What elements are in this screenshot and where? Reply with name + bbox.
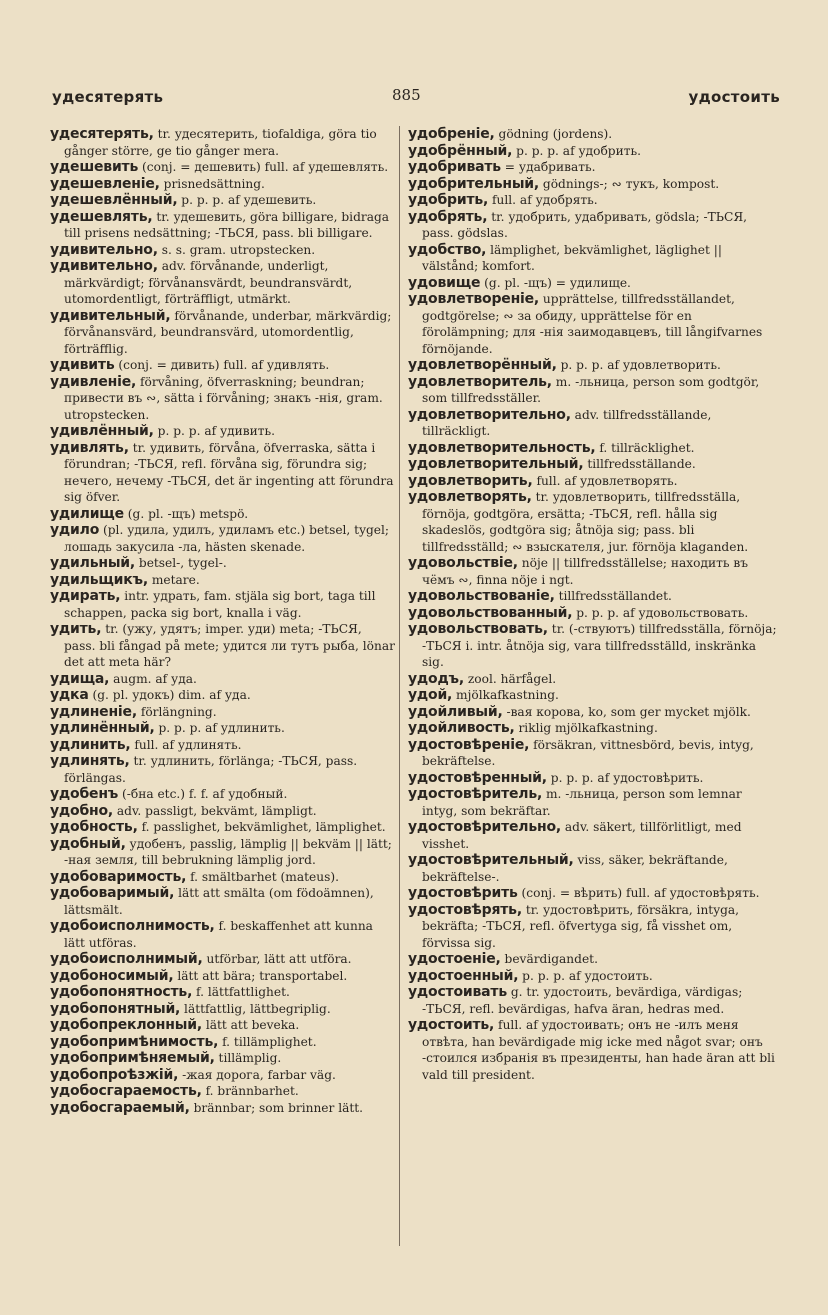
entry-definition: lätt att bära; transportabel. bbox=[173, 968, 348, 983]
entry-definition: (conj. = вѣрить) full. af удостовѣрять. bbox=[517, 886, 760, 900]
entry-definition: adv. passligt, bekvämt, lämpligt. bbox=[113, 803, 317, 818]
entry-definition: nöje || tillfredsställelse; находить въ чёмъ ∾, finna nöje i ngt. bbox=[422, 556, 748, 587]
entry-definition: mjölkafkastning. bbox=[452, 688, 559, 702]
entry-definition: lämplighet, bekvämlighet, läglighet || välstånd; komfort. bbox=[422, 242, 722, 273]
dictionary-entry bbox=[50, 506, 396, 523]
entry-definition: tr. удивить, förvåna, öfverraska, sätta i förundran; -ТЬСЯ, refl. förvåna sig, förundra sig; нечего, нечему -ТЬСЯ, det är ingenting att förundra sig öfver. bbox=[64, 440, 394, 504]
entry-definition: tr. удлинить, förlänga; -ТЬСЯ, pass. förlängas. bbox=[64, 754, 358, 785]
entry-definition: f. smältbarhet (mateus). bbox=[186, 869, 339, 884]
entry-definition: tr. удешевить, göra billigare, bidraga till prisens nedsättning; -ТЬСЯ, pass. bli billigare. bbox=[64, 209, 390, 240]
entry-definition: -жая дорога, farbar väg. bbox=[178, 1067, 336, 1082]
entry-definition: intr. удрать, fam. stjäla sig bort, taga till schappen, packa sig bort, knalla i väg. bbox=[64, 589, 376, 620]
entry-definition: riklig mjölkafkastning. bbox=[514, 721, 658, 735]
entry-definition: p. p. p. af удлинить. bbox=[154, 721, 285, 735]
dictionary-entry bbox=[408, 885, 780, 902]
entry-headword: удостовѣреніе, bbox=[408, 736, 530, 753]
dictionary-entry bbox=[408, 374, 780, 407]
entry-definition: lättfattlig, lättbegriplig. bbox=[180, 1001, 331, 1016]
entry-definition: metare. bbox=[147, 572, 200, 587]
dictionary-entry bbox=[408, 275, 780, 292]
dictionary-entry bbox=[50, 258, 396, 308]
dictionary-entry bbox=[50, 1034, 396, 1051]
dictionary-entry bbox=[50, 753, 396, 786]
entry-definition: viss, säker, bekräftande, bekräftelse-. bbox=[422, 853, 728, 884]
dictionary-entry bbox=[50, 1067, 396, 1084]
entry-definition: bevärdigandet. bbox=[500, 952, 598, 966]
entry-headword: удобопримѣнимость, bbox=[50, 1033, 219, 1050]
dictionary-entry bbox=[50, 687, 396, 704]
entry-definition: full. af удлинять. bbox=[130, 737, 242, 752]
entry-definition: m. -льница, person som lemnar intyg, som bekräftar. bbox=[422, 787, 742, 818]
entry-definition: full. af удобрять. bbox=[488, 193, 598, 207]
dictionary-entry bbox=[408, 489, 780, 555]
dictionary-entry bbox=[408, 720, 780, 737]
entry-headword: удостовѣрить bbox=[408, 885, 518, 901]
entry-definition: adv. förvånande, underligt, märkvärdigt; förvånansvärdt, beundransvärdt, utomordentligt, förträffligt, utmärkt. bbox=[64, 259, 353, 306]
entry-definition: p. p. p. af удостоить. bbox=[518, 968, 653, 983]
dictionary-entry bbox=[408, 588, 780, 605]
entry-headword: удильный, bbox=[50, 555, 136, 571]
dictionary-entry bbox=[408, 456, 780, 473]
entry-definition: = удабривать. bbox=[500, 160, 596, 174]
dictionary-entry bbox=[408, 473, 780, 490]
entry-definition: full. af удостоивать; онъ не -илъ меня отвѣта, han bevärdigade mig icke med något svar; онъ -стоился избранія въ президенты, han hade äran att bli vald till president. bbox=[422, 1018, 775, 1082]
entry-headword: удобрительный, bbox=[408, 175, 540, 192]
entry-headword: удобный, bbox=[50, 835, 126, 852]
entry-headword: удобоисполнимый, bbox=[50, 951, 203, 967]
entry-definition: (g. pl. -щъ) metspö. bbox=[123, 506, 249, 521]
entry-definition: tr. (-ствуютъ) tillfredsställa, förnöja; -ТЬСЯ i. intr. åtnöja sig, vara tillfredsställd, inskränka sig. bbox=[422, 622, 777, 669]
entry-headword: удобенъ bbox=[50, 786, 119, 802]
dictionary-entry bbox=[50, 704, 396, 721]
dictionary-entry bbox=[50, 176, 396, 193]
entry-headword: удирать, bbox=[50, 588, 121, 604]
dictionary-entry bbox=[50, 374, 396, 424]
dictionary-entry bbox=[50, 242, 396, 259]
dictionary-entry bbox=[50, 357, 396, 374]
entry-definition: tillfredsställande. bbox=[583, 457, 696, 471]
entry-definition: (g. pl. -щъ) = удилище. bbox=[480, 275, 631, 290]
dictionary-entry bbox=[408, 902, 780, 952]
entry-headword: удешевлённый, bbox=[50, 192, 178, 208]
dictionary-entry bbox=[50, 869, 396, 886]
entry-headword: удилище bbox=[50, 505, 124, 522]
entry-headword: удобоносимый, bbox=[50, 967, 174, 984]
entry-definition: f. beskaffenhet att kunna lätt utföras. bbox=[64, 919, 373, 950]
dictionary-entry bbox=[50, 1001, 396, 1018]
entry-definition: tillfredsställandet. bbox=[554, 589, 672, 603]
dictionary-entry bbox=[50, 588, 396, 621]
entry-headword: удлинённый, bbox=[50, 720, 155, 736]
entry-definition: p. p. p. af удовольствовать. bbox=[572, 605, 749, 620]
entry-headword: удобоваримость, bbox=[50, 868, 187, 885]
entry-definition: p. p. p. af удовлетворить. bbox=[556, 358, 721, 372]
dictionary-entry bbox=[50, 819, 396, 836]
entry-headword: удивить bbox=[50, 357, 115, 373]
entry-definition: tr. удостовѣрить, försäkra, intyga, bekräfta; -ТЬСЯ, refl. öfvertyga sig, få visshet om, förvissa sig. bbox=[422, 902, 740, 950]
entry-headword: удлинять, bbox=[50, 753, 130, 769]
entry-headword: удища, bbox=[50, 670, 110, 687]
entry-headword: удесятерять, bbox=[50, 126, 154, 142]
dictionary-entry bbox=[50, 126, 396, 159]
entry-definition: förvåning, öfverraskning; beundran; привести въ ∾, sätta i förvåning; знакъ -нія, gram. utropstecken. bbox=[64, 374, 383, 422]
entry-headword: удобосгараемый, bbox=[50, 1099, 190, 1116]
entry-headword: удобрённый, bbox=[408, 142, 513, 159]
entry-definition: adv. tillfredsställande, tillräckligt. bbox=[422, 407, 712, 438]
dictionary-entry bbox=[50, 836, 396, 869]
entry-definition: f. tillräcklighet. bbox=[595, 440, 695, 455]
entry-definition: (conj. = дешевить) full. af удешевлять. bbox=[138, 160, 389, 174]
entry-definition: f. passlighet, bekvämlighet, lämplighet. bbox=[137, 820, 386, 834]
entry-headword: удовольствованіе, bbox=[408, 588, 555, 604]
entry-headword: удовлетворительный, bbox=[408, 456, 584, 472]
entry-definition: gödning (jordens). bbox=[494, 127, 613, 141]
dictionary-entry bbox=[408, 357, 780, 374]
entry-definition: upprättelse, tillfredsställandet, godtgörelse; ∾ за обиду, upprättelse för en förolämpning; для -нія заимодавцевъ, till långifvarnes förnöjande. bbox=[422, 292, 763, 356]
running-head-left: удесятерять bbox=[52, 88, 164, 106]
entry-definition: brännbar; som brinner lätt. bbox=[189, 1100, 364, 1115]
entry-headword: удивлять, bbox=[50, 439, 129, 456]
dictionary-entry bbox=[50, 1050, 396, 1067]
entry-headword: удовлетворить, bbox=[408, 472, 533, 489]
dictionary-entry bbox=[50, 308, 396, 358]
entry-headword: удой, bbox=[408, 687, 453, 703]
entry-definition: tillämplig. bbox=[214, 1051, 282, 1065]
dictionary-entry bbox=[50, 984, 396, 1001]
dictionary-entry bbox=[50, 572, 396, 589]
dictionary-entry bbox=[408, 770, 780, 787]
entry-definition: s. s. gram. utropstecken. bbox=[157, 242, 316, 257]
dictionary-entry bbox=[408, 671, 780, 688]
dictionary-entry bbox=[408, 852, 780, 885]
dictionary-entry bbox=[408, 1017, 780, 1083]
dictionary-entry bbox=[408, 407, 780, 440]
page-number: 885 bbox=[392, 86, 421, 104]
dictionary-entry bbox=[50, 621, 396, 671]
entry-headword: удивительный, bbox=[50, 307, 171, 324]
entry-headword: удовольствованный, bbox=[408, 604, 573, 621]
dictionary-entry bbox=[408, 984, 780, 1017]
entry-definition: gödnings-; ∾ тукъ, kompost. bbox=[539, 176, 720, 191]
dictionary-entry bbox=[408, 621, 780, 671]
entry-definition: tr. (ужу, удятъ; imper. уди) meta; -ТЬСЯ, pass. bli fångad på mete; удится ли тутъ рыба, lönar det att meta här? bbox=[64, 622, 395, 669]
entry-headword: удостоить, bbox=[408, 1017, 495, 1033]
dictionary-entry bbox=[408, 126, 780, 143]
entry-headword: удовище bbox=[408, 274, 481, 291]
entry-definition: förlängning. bbox=[136, 704, 217, 719]
dictionary-entry bbox=[50, 885, 396, 918]
entry-headword: удлиненіе, bbox=[50, 703, 137, 720]
entry-headword: удобоваримый, bbox=[50, 885, 175, 901]
entry-headword: удовольствовать, bbox=[408, 621, 548, 637]
entry-headword: удка bbox=[50, 687, 89, 703]
dictionary-entry bbox=[408, 951, 780, 968]
entry-definition: försäkran, vittnesbörd, bevis, intyg, bekräftelse. bbox=[422, 737, 754, 768]
entry-headword: удойливый, bbox=[408, 703, 503, 720]
entry-headword: удовольствіе, bbox=[408, 555, 518, 571]
entry-definition: f. tillämplighet. bbox=[218, 1034, 317, 1049]
entry-headword: удлинить, bbox=[50, 736, 131, 753]
entry-definition: förvånande, underbar, märkvärdig; förvånansvärd, beundransvärd, utomordentlig, förträfflig. bbox=[64, 308, 392, 356]
entry-headword: удобреніе, bbox=[408, 126, 495, 142]
entry-headword: удовлетворительно, bbox=[408, 406, 571, 423]
running-head-right: удостоить bbox=[688, 88, 780, 106]
dictionary-entry bbox=[50, 918, 396, 951]
entry-headword: удешевленіе, bbox=[50, 175, 160, 192]
entry-headword: удостовѣрительно, bbox=[408, 819, 561, 835]
entry-definition: (-бна etc.) f. f. af удобный. bbox=[118, 787, 288, 801]
left-column bbox=[50, 126, 396, 1246]
entry-headword: удобно, bbox=[50, 802, 114, 819]
entry-definition: f. lättfattlighet. bbox=[192, 985, 290, 999]
entry-definition: p. p. p. af удивить. bbox=[153, 424, 276, 438]
entry-headword: удостоеніе, bbox=[408, 951, 501, 967]
dictionary-entry bbox=[50, 192, 396, 209]
dictionary-entry bbox=[408, 143, 780, 160]
entry-definition: tr. удовлетворить, tillfredsställa, förnöja, godtgöra, ersätta; -ТЬСЯ, refl. hålla sig skadeslös, godtgöra sig; åtnöja sig; pass. bli tillfredsställd; ∾ взыскателя, jur. förnöja klaganden. bbox=[422, 490, 749, 554]
entry-headword: удобрять, bbox=[408, 208, 488, 225]
entry-headword: удодъ, bbox=[408, 670, 464, 687]
dictionary-entry bbox=[50, 786, 396, 803]
entry-headword: удобосгараемость, bbox=[50, 1083, 202, 1099]
entry-headword: удостоенный, bbox=[408, 967, 519, 984]
dictionary-entry bbox=[50, 951, 396, 968]
dictionary-entry bbox=[408, 737, 780, 770]
dictionary-entry bbox=[50, 209, 396, 242]
entry-definition: full. af удовлетворять. bbox=[532, 473, 678, 488]
entry-definition: betsel-, tygel-. bbox=[135, 556, 227, 570]
entry-definition: p. p. p. af удобрить. bbox=[512, 143, 641, 158]
entry-headword: удешевлять, bbox=[50, 208, 153, 225]
entry-definition: adv. säkert, tillförlitligt, med visshet. bbox=[422, 820, 742, 851]
dictionary-entry bbox=[408, 209, 780, 242]
entry-headword: удивлённый, bbox=[50, 423, 154, 439]
entry-definition: (g. pl. удокъ) dim. af уда. bbox=[88, 688, 251, 702]
dictionary-entry bbox=[408, 704, 780, 721]
entry-definition: p. p. p. af удешевить. bbox=[177, 193, 317, 207]
entry-headword: удильщикъ, bbox=[50, 571, 148, 588]
entry-headword: удовлетворительность, bbox=[408, 439, 596, 456]
dictionary-entry bbox=[50, 671, 396, 688]
entry-headword: удобопонятный, bbox=[50, 1000, 181, 1017]
entry-headword: удовлетворитель, bbox=[408, 373, 552, 390]
dictionary-entry bbox=[408, 819, 780, 852]
dictionary-entry bbox=[408, 242, 780, 275]
dictionary-entry bbox=[50, 720, 396, 737]
dictionary-entry bbox=[408, 176, 780, 193]
entry-definition: utförbar, lätt att utföra. bbox=[202, 952, 352, 966]
entry-headword: удовлетворённый, bbox=[408, 357, 557, 373]
dictionary-entry bbox=[50, 522, 396, 555]
dictionary-entry bbox=[50, 159, 396, 176]
dictionary-entry bbox=[50, 423, 396, 440]
entry-headword: удобопроѣзжій, bbox=[50, 1066, 179, 1083]
entry-definition: tr. удобрить, удабривать, gödsla; -ТЬСЯ, pass. gödslas. bbox=[422, 209, 748, 240]
dictionary-entry bbox=[408, 786, 780, 819]
entry-headword: удобопримѣняемый, bbox=[50, 1050, 215, 1066]
entry-headword: удивительно, bbox=[50, 258, 158, 274]
dictionary-entry bbox=[50, 803, 396, 820]
entry-headword: удобоисполнимость, bbox=[50, 918, 215, 934]
entry-definition: tr. удесятерить, tiofaldiga, göra tio gånger större, ge tio gånger mera. bbox=[64, 127, 377, 158]
dictionary-entry bbox=[408, 291, 780, 357]
entry-definition: p. p. p. af удостовѣрить. bbox=[546, 770, 704, 785]
entry-headword: удило bbox=[50, 522, 100, 538]
entry-definition: (conj. = дивить) full. af удивлять. bbox=[114, 358, 330, 372]
entry-headword: удостовѣритель, bbox=[408, 786, 543, 802]
entry-headword: удивленіе, bbox=[50, 373, 137, 390]
entry-headword: удойливость, bbox=[408, 720, 515, 736]
dictionary-entry bbox=[408, 968, 780, 985]
entry-definition: g. tr. удостоить, bevärdiga, värdigas; -ТЬСЯ, refl. bevärdigas, hafva äran, hedras med. bbox=[422, 985, 743, 1016]
entry-headword: удобривать bbox=[408, 159, 501, 175]
entry-definition: zool. härfågel. bbox=[464, 671, 557, 686]
entry-headword: удобство, bbox=[408, 241, 487, 258]
dictionary-entry bbox=[408, 605, 780, 622]
entry-definition: m. -льница, person som godtgör, som tillfredsställer. bbox=[422, 374, 760, 405]
column-divider bbox=[399, 126, 400, 1246]
entry-headword: удовлетвореніе, bbox=[408, 291, 540, 307]
page-header bbox=[52, 86, 780, 112]
entry-headword: удостовѣрять, bbox=[408, 901, 522, 918]
entry-definition: augm. af уда. bbox=[109, 671, 197, 686]
dictionary-entry bbox=[408, 687, 780, 704]
entry-definition: (pl. удила, удилъ, удиламъ etc.) betsel, tygel; лошадь закусила -ла, hästen skenade. bbox=[64, 523, 389, 554]
entry-headword: удостоивать bbox=[408, 984, 507, 1000]
dictionary-entry bbox=[50, 968, 396, 985]
entry-definition: -вая корова, ko, som ger mycket mjölk. bbox=[502, 704, 751, 719]
entry-definition: f. brännbarhet. bbox=[201, 1084, 299, 1098]
entry-headword: удобность, bbox=[50, 819, 138, 835]
dictionary-entry bbox=[50, 1083, 396, 1100]
entry-headword: удобрить, bbox=[408, 192, 489, 208]
dictionary-entry bbox=[50, 555, 396, 572]
dictionary-entry bbox=[50, 1100, 396, 1117]
entry-definition: prisnedsättning. bbox=[159, 176, 265, 191]
entry-headword: удить, bbox=[50, 621, 102, 637]
dictionary-entry bbox=[408, 192, 780, 209]
entry-headword: удешевить bbox=[50, 159, 139, 175]
entry-headword: удобопонятность, bbox=[50, 984, 193, 1000]
dictionary-entry bbox=[50, 1017, 396, 1034]
entry-definition: удобенъ, passlig, lämplig || bekväm || lätt; -ная земля, till bebrukning lämplig jord. bbox=[64, 836, 392, 867]
entry-definition: lätt att smälta (om födoämnen), lättsmält. bbox=[64, 886, 374, 917]
dictionary-entry bbox=[50, 737, 396, 754]
entry-headword: удостовѣрительный, bbox=[408, 852, 574, 868]
entry-headword: удивительно, bbox=[50, 241, 158, 258]
dictionary-entry bbox=[408, 440, 780, 457]
entry-headword: удобопреклонный, bbox=[50, 1017, 202, 1033]
entry-definition: lätt att beveka. bbox=[201, 1018, 300, 1032]
entry-headword: удовлетворять, bbox=[408, 489, 532, 505]
entry-headword: удостовѣренный, bbox=[408, 769, 547, 786]
right-column bbox=[408, 126, 780, 1246]
dictionary-entry bbox=[50, 440, 396, 506]
dictionary-entry bbox=[408, 555, 780, 588]
dictionary-entry bbox=[408, 159, 780, 176]
